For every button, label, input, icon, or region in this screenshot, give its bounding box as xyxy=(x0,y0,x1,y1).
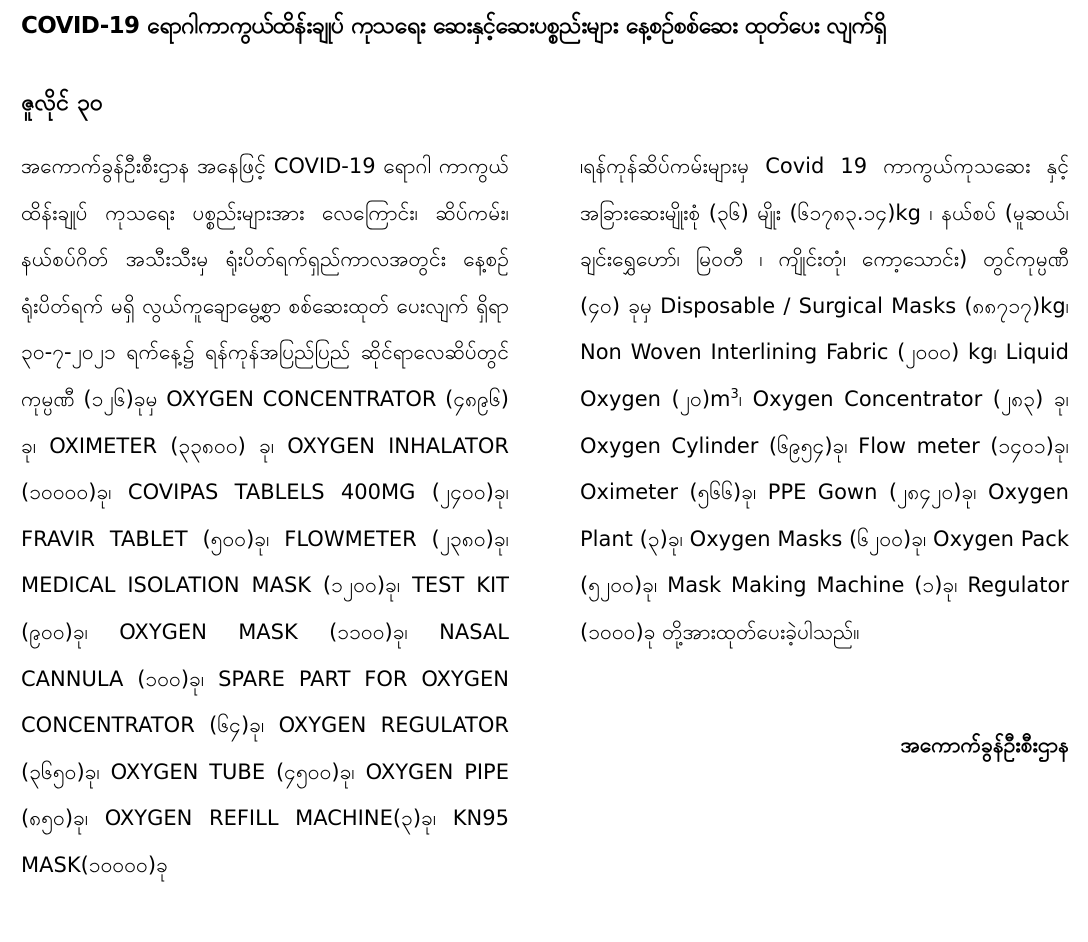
headline: COVID-19 ရောဂါကာကွယ်ထိန်းချုပ် ကုသရေး ဆေးနှင့်ဆေးပစ္စည်းများ နေ့စဉ်စစ်ဆေး ထုတ်ပေး လျက်ရှိ xyxy=(21,13,886,39)
left-column xyxy=(21,143,509,889)
left-column-paragraph: အကောက်ခွန်ဦးစီးဌာန အနေဖြင့် COVID-19 ရောဂါ ကာကွယ်ထိန်းချုပ် ကုသရေး ပစ္စည်းများအား လေကြောင်း၊ ဆိပ်ကမ်း၊ နယ်စပ်ဂိတ် အသီးသီးမှ ရုံးပိတ်ရက်ရှည်ကာလအတွင်း နေ့စဉ် ရုံးပိတ်ရက် မရှိ လွယ်ကူချောမွေ့စွာ စစ်ဆေးထုတ် ပေးလျက် ရှိရာ ၃၀-၇-၂၀၂၁ ရက်နေ့၌ ရန်ကုန်အပြည်ပြည် ဆိုင်ရာလေဆိပ်တွင် ကုမ္ပဏီ (၁၂၆)ခုမှ OXYGEN CONCENTRATOR (၄၈၉၆) ခု၊ OXIMETER (၃၃၈၀၀) ခု၊ OXYGEN INHALATOR (၁၀၀၀၀)ခု၊ COVIPAS TABLELS 400MG (၂၄၀၀)ခု၊ FRAVIR TABLET (၅၀၀)ခု၊ FLOWMETER (၂၃၈၀)ခု၊ MEDICAL ISOLATION MASK (၁၂၀၀)ခု၊ TEST KIT (၉၀၀)ခု၊ OXYGEN MASK (၁၁၀၀)ခု၊ NASAL CANNULA (၁၀၀)ခု၊ SPARE PART FOR OXYGEN CONCENTRATOR (၆၄)ခု၊ OXYGEN REGULATOR (၃၆၅၀)ခု၊ OXYGEN TUBE (၄၅၀၀)ခု၊ OXYGEN PIPE (၈၅၀)ခု၊ OXYGEN REFILL MACHINE(၃)ခု၊ KN95 MASK(၁၀၀၀၀)ခု xyxy=(21,154,509,877)
right-column-text-part-1: ၊ရန်ကုန်ဆိပ်ကမ်းများမှ Covid 19 ကာကွယ်ကုသဆေး နှင့် အခြားဆေးမျိုးစုံ (၃၆) မျိုး (၆၁၇၈၃.၁၄)kg ၊ နယ်စပ် (မူဆယ်၊ ချင်းရွှေဟော်၊ မြဝတီ ၊ ကျိုင်းတုံ၊ ကော့သောင်း) တွင်ကုမ္ပဏီ (၄၀) ခုမှ Disposable / Surgical Masks (၈၈၇၁၇)kg၊ Non Woven Interlining Fabric (၂၀၀၀) kg၊ Liquid Oxygen (၂၀)m xyxy=(580,154,1069,411)
article-date: ဇူလိုင် ၃၀ xyxy=(21,90,103,116)
right-column xyxy=(580,143,1069,656)
cubic-superscript: 3 xyxy=(730,386,739,402)
right-column-paragraph xyxy=(580,143,1069,656)
right-column-text-part-2: ၊ Oxygen Concentrator (၂၈၃) ခု၊ Oxygen Cylinder (၆၉၅၄)ခု၊ Flow meter (၁၄၀၁)ခု၊ Oximeter (၅၆၆)ခု၊ PPE Gown (၂၈၄၂၀)ခု၊ Oxygen Plant (၃)ခု၊ Oxygen Masks (၆၂၀၀)ခု၊ Oxygen Pack (၅၂၀၀)ခု၊ Mask Making Machine (၁)ခု၊ Regulator (၁၀၀၀)ခု တို့အားထုတ်ပေးခဲ့ပါသည်။ xyxy=(580,386,1069,644)
signature: အကောက်ခွန်ဦးစီးဌာန xyxy=(900,733,1069,757)
